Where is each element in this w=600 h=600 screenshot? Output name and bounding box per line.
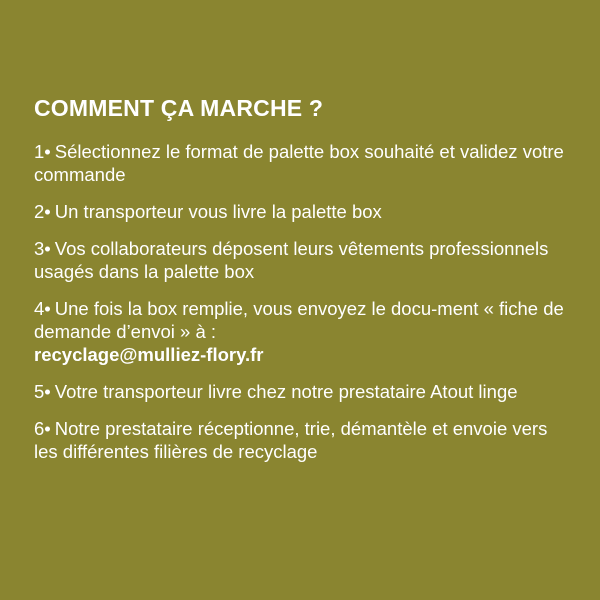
step-number: 4• bbox=[34, 298, 51, 319]
step-number: 5• bbox=[34, 381, 51, 402]
step-number: 3• bbox=[34, 238, 51, 259]
step-text: Notre prestataire réceptionne, trie, démantèle et envoie vers les différentes filières de recyclage bbox=[34, 418, 548, 462]
step-number: 6• bbox=[34, 418, 51, 439]
step-4 bbox=[34, 297, 570, 366]
step-5 bbox=[34, 380, 570, 403]
step-text: Une fois la box remplie, vous envoyez le docu-ment « fiche de demande d’envoi » à : bbox=[34, 298, 564, 342]
step-6 bbox=[34, 417, 570, 463]
step-number: 1• bbox=[34, 141, 51, 162]
step-2 bbox=[34, 200, 570, 223]
panel-heading: COMMENT ÇA MARCHE ? bbox=[34, 95, 324, 121]
steps-list bbox=[34, 140, 570, 463]
step-text: Vos collaborateurs déposent leurs vêtements professionnels usagés dans la palette box bbox=[34, 238, 549, 282]
step-text: Un transporteur vous livre la palette box bbox=[54, 201, 382, 222]
step-3 bbox=[34, 237, 570, 283]
email-address: recyclage@mulliez-flory.fr bbox=[34, 344, 264, 365]
step-text: Votre transporteur livre chez notre prestataire Atout linge bbox=[54, 381, 518, 402]
step-number: 2• bbox=[34, 201, 51, 222]
step-1 bbox=[34, 140, 570, 186]
step-text: Sélectionnez le format de palette box souhaité et validez votre commande bbox=[34, 141, 564, 185]
